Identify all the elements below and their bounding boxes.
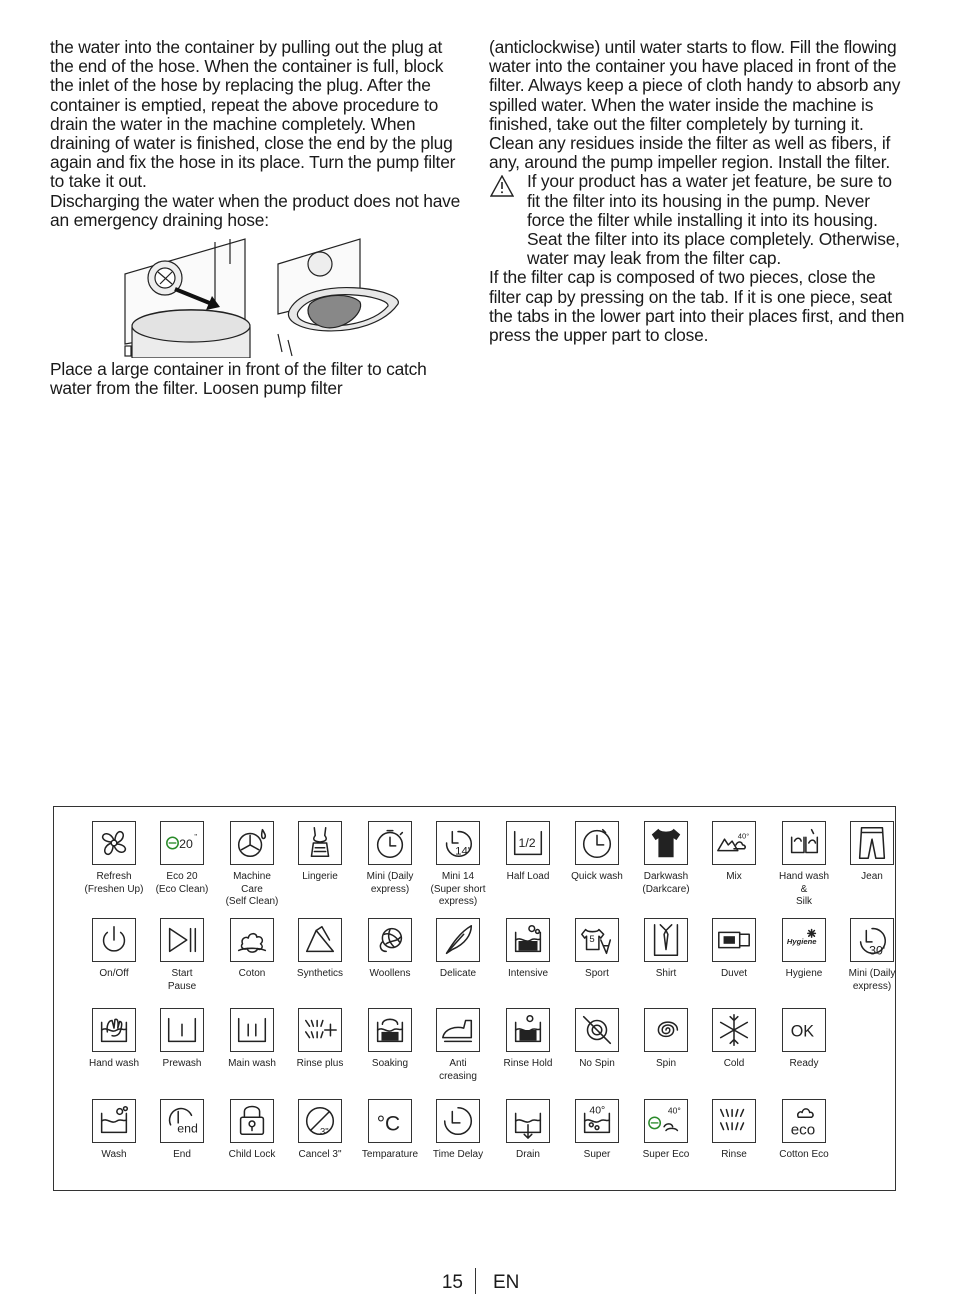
svg-text:40°: 40° xyxy=(667,1105,681,1116)
woollens-icon xyxy=(368,918,412,962)
symbol-label: Prewash xyxy=(162,1058,202,1069)
symbol-label: Time Delay xyxy=(432,1149,484,1160)
symbol-label: Cotton Eco xyxy=(779,1149,829,1160)
rinse-hold-icon xyxy=(506,1008,550,1052)
eco20-icon xyxy=(160,821,204,865)
symbol-label: Child Lock xyxy=(228,1149,276,1160)
symbol-item xyxy=(418,918,498,981)
warning-triangle-icon xyxy=(490,175,514,197)
shirt-tie-icon xyxy=(644,918,688,962)
cancel-3-icon xyxy=(298,1099,342,1143)
symbol-label: Cancel 3" xyxy=(298,1149,342,1160)
symbol-item xyxy=(557,1008,637,1071)
hand-wash-icon xyxy=(92,1008,136,1052)
feather-icon xyxy=(436,918,480,962)
svg-text:40°: 40° xyxy=(737,831,750,841)
child-lock-icon xyxy=(230,1099,274,1143)
symbol-label: Main wash xyxy=(228,1058,276,1069)
symbol-item xyxy=(557,1099,637,1162)
symbol-item xyxy=(488,918,568,981)
cotton-eco-icon xyxy=(782,1099,826,1143)
svg-text:20: 20 xyxy=(179,836,193,851)
symbol-label: Synthetics xyxy=(296,968,344,979)
symbol-label: Mini (Daily express) xyxy=(848,968,896,992)
filter-container-illustration xyxy=(120,234,258,358)
symbol-item xyxy=(557,918,637,981)
symbol-item xyxy=(694,821,774,884)
symbol-label: Anti creasing xyxy=(439,1058,477,1082)
lingerie-icon xyxy=(298,821,342,865)
symbol-item xyxy=(142,821,222,896)
power-icon xyxy=(92,918,136,962)
symbol-item xyxy=(418,821,498,909)
stopwatch-icon xyxy=(368,821,412,865)
page-footer xyxy=(0,1268,954,1298)
half-load-icon xyxy=(506,821,550,865)
symbol-label: Hygiene xyxy=(785,968,823,979)
svg-text:1/2: 1/2 xyxy=(518,835,536,850)
time-delay-icon xyxy=(436,1099,480,1143)
language-code: EN xyxy=(493,1272,520,1293)
no-spin-icon xyxy=(575,1008,619,1052)
symbol-label: Temparature xyxy=(361,1149,419,1160)
ok-icon xyxy=(782,1008,826,1052)
svg-text:°C: °C xyxy=(376,1112,401,1136)
symbol-label: Drain xyxy=(516,1149,540,1160)
symbol-item xyxy=(280,1099,360,1162)
symbol-label: Lingerie xyxy=(302,871,338,882)
symbol-label: Rinse xyxy=(721,1149,747,1160)
symbol-item xyxy=(832,918,912,993)
symbol-item xyxy=(764,1099,844,1162)
symbol-item xyxy=(418,1008,498,1083)
symbol-label: Half Load xyxy=(506,871,550,882)
symbol-label: Super xyxy=(583,1149,611,1160)
symbol-legend xyxy=(53,806,896,1191)
symbol-item xyxy=(280,1008,360,1071)
wash-icon xyxy=(92,1099,136,1143)
right-paragraph-2: If the filter cap is composed of two pieces, close the filter cap by pressing on the tab. If it is one piece, seat the tabs in the lower part into their places first, and then press the upper part to close. xyxy=(489,267,905,346)
prewash-icon xyxy=(160,1008,204,1052)
left-paragraph-3: Place a large container in front of the filter to catch water from the filter. Loosen pump filter xyxy=(50,359,427,399)
symbol-label: Quick wash xyxy=(571,871,623,882)
svg-text:OK: OK xyxy=(790,1022,815,1041)
symbol-item xyxy=(142,1099,222,1162)
svg-text:Hygiene: Hygiene xyxy=(786,936,817,946)
super-eco-icon xyxy=(644,1099,688,1143)
dark-shirt-icon xyxy=(644,821,688,865)
symbol-label: Machine Care (Self Clean) xyxy=(225,871,279,907)
rinse-plus-icon xyxy=(298,1008,342,1052)
cotton-icon xyxy=(230,918,274,962)
drain-icon xyxy=(506,1099,550,1143)
symbol-label: Mix xyxy=(726,871,742,882)
symbol-label: Wash xyxy=(101,1149,127,1160)
symbol-label: Shirt xyxy=(655,968,677,979)
warning-text: If your product has a water jet feature, be sure to fit the filter into its housing in the pump. Never force the filter while installing it into its housing. Seat the filter into its place completely. Otherwise, water may leak from the filter cap. xyxy=(527,171,900,269)
symbol-item xyxy=(764,1008,844,1071)
symbol-label: Spin xyxy=(655,1058,676,1069)
symbol-item xyxy=(832,821,912,884)
symbol-label: Rinse Hold xyxy=(503,1058,553,1069)
symbol-label: Start Pause xyxy=(167,968,197,992)
symbol-item xyxy=(418,1099,498,1162)
symbol-label: Jean xyxy=(861,871,883,882)
symbol-label: Mini (Daily express) xyxy=(366,871,414,895)
super-icon xyxy=(575,1099,619,1143)
play-pause-icon xyxy=(160,918,204,962)
page-number: 15 xyxy=(441,1272,463,1293)
iron-icon xyxy=(436,1008,480,1052)
jeans-icon xyxy=(850,821,894,865)
intensive-icon xyxy=(506,918,550,962)
left-paragraph-2: Discharging the water when the product does not have an emergency draining hose: xyxy=(50,190,461,230)
warning-note xyxy=(489,172,907,268)
sport-icon xyxy=(575,918,619,962)
symbol-item xyxy=(488,821,568,884)
symbol-label: Super Eco xyxy=(642,1149,690,1160)
symbol-label: Hand wash xyxy=(88,1058,140,1069)
symbol-label: On/Off xyxy=(99,968,129,979)
symbol-label: Ready xyxy=(789,1058,819,1069)
soaking-icon xyxy=(368,1008,412,1052)
symbol-label: Delicate xyxy=(439,968,477,979)
footer-divider xyxy=(475,1268,476,1294)
stopwatch-30-icon xyxy=(850,918,894,962)
symbol-label: Refresh (Freshen Up) xyxy=(84,871,144,895)
symbol-label: Cold xyxy=(723,1058,745,1069)
snowflake-icon xyxy=(712,1008,756,1052)
symbol-label: Darkwash (Darkcare) xyxy=(642,871,690,895)
svg-text:3": 3" xyxy=(320,1126,329,1138)
symbol-item xyxy=(694,1099,774,1162)
symbol-label: Coton xyxy=(238,968,266,979)
symbol-item xyxy=(488,1099,568,1162)
svg-text:5: 5 xyxy=(589,933,595,945)
mix-icon xyxy=(712,821,756,865)
symbol-item xyxy=(488,1008,568,1071)
symbol-item xyxy=(142,918,222,993)
hygiene-icon xyxy=(782,918,826,962)
left-column xyxy=(50,38,462,398)
symbol-item xyxy=(280,918,360,981)
symbol-label: Eco 20 (Eco Clean) xyxy=(155,871,209,895)
symbol-label: Rinse plus xyxy=(296,1058,344,1069)
temperature-icon xyxy=(368,1099,412,1143)
svg-text:30': 30' xyxy=(869,943,886,958)
symbol-label: Hand wash & Silk xyxy=(778,871,830,907)
drain-illustration xyxy=(120,234,462,358)
symbol-item xyxy=(142,1008,222,1071)
rinse-icon xyxy=(712,1099,756,1143)
symbol-item xyxy=(557,821,637,884)
symbol-label: Woollens xyxy=(369,968,411,979)
symbol-label: Sport xyxy=(585,968,609,979)
svg-text:": " xyxy=(194,832,198,842)
svg-text:eco: eco xyxy=(790,1121,816,1139)
right-paragraph-1: (anticlockwise) until water starts to flow. Fill the flowing water into the container you have placed in front of the filter. Always keep a piece of cloth handy to absorb any spilled water. When the water inside the machine is finished, take out the filter completely by turning it. Clean any residues inside the filter as well as fibers, if any, around the pump impeller region. Install the filter. xyxy=(489,37,901,173)
symbol-item xyxy=(694,1008,774,1071)
duvet-icon xyxy=(712,918,756,962)
machine-care-icon xyxy=(230,821,274,865)
tilted-basin-illustration xyxy=(270,234,408,358)
symbol-label: Soaking xyxy=(371,1058,409,1069)
spin-icon xyxy=(644,1008,688,1052)
symbol-item xyxy=(694,918,774,981)
synthetics-icon xyxy=(298,918,342,962)
hand-wash-silk-icon xyxy=(782,821,826,865)
symbol-item xyxy=(280,821,360,884)
main-wash-icon xyxy=(230,1008,274,1052)
stopwatch-14-icon xyxy=(436,821,480,865)
symbol-label: Intensive xyxy=(507,968,549,979)
symbol-label: Mini 14 (Super short express) xyxy=(430,871,486,907)
right-column xyxy=(489,38,907,345)
left-paragraph-1: the water into the container by pulling out the plug at the end of the hose. When the container is full, block the inlet of the hose by replacing the plug. After the container is emptied, repeat the above procedure to drain the water in the machine completely. When draining of water is finished, close the end by the plug again and fix the hose in its place. Turn the pump filter to take it out. xyxy=(50,37,456,192)
quick-wash-icon xyxy=(575,821,619,865)
svg-text:14': 14' xyxy=(455,845,471,858)
symbol-label: End xyxy=(173,1149,191,1160)
svg-text:40°: 40° xyxy=(589,1105,606,1117)
symbol-label: No Spin xyxy=(579,1058,615,1069)
fan-icon xyxy=(92,821,136,865)
svg-text:end: end xyxy=(177,1121,198,1136)
end-icon xyxy=(160,1099,204,1143)
symbol-label: Duvet xyxy=(720,968,748,979)
